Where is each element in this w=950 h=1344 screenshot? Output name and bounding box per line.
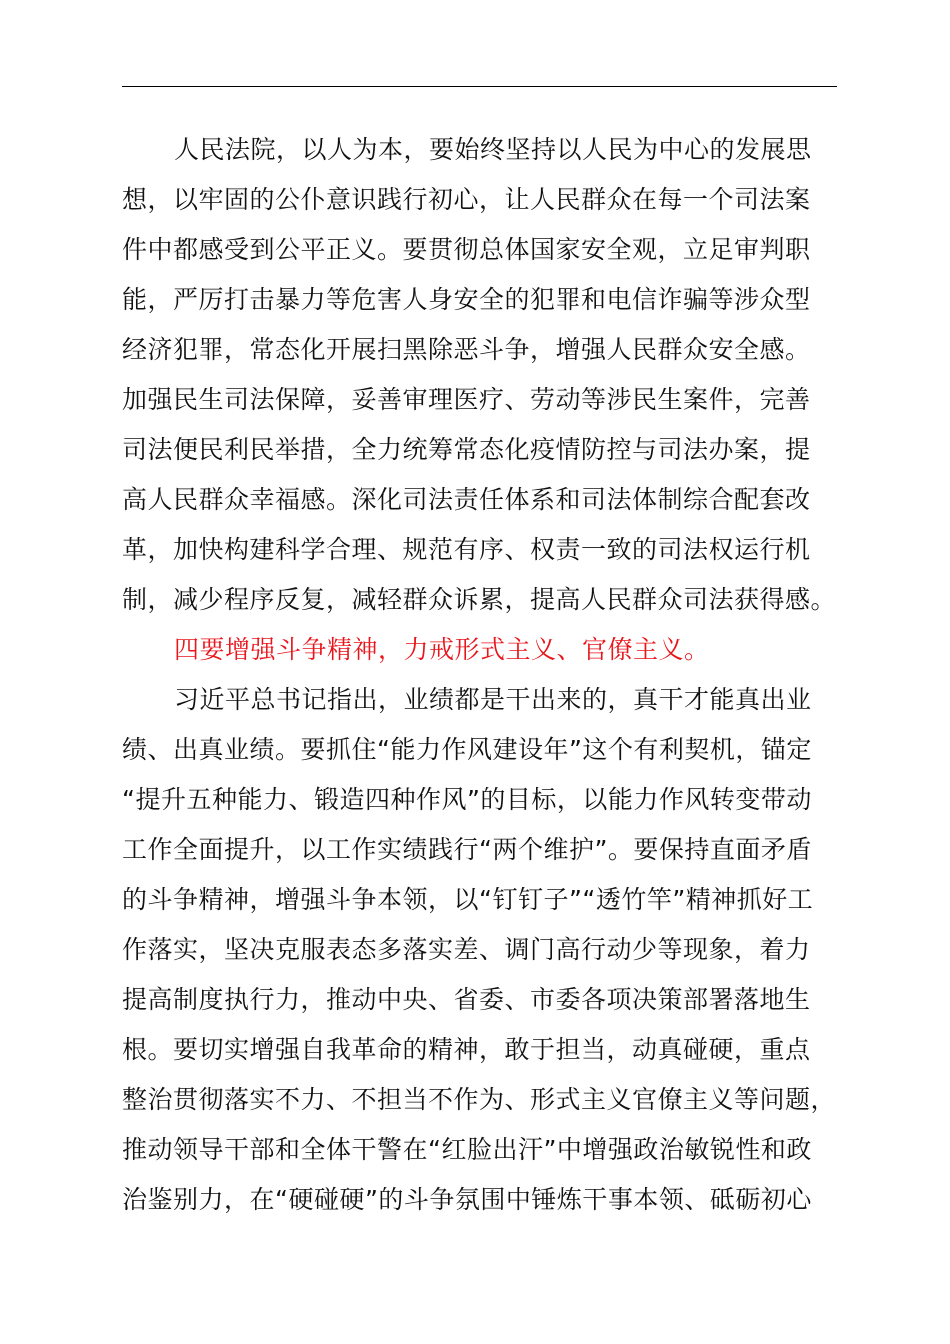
section-heading-4: 四要增强斗争精神，力戒形式主义、官僚主义。 [174,635,710,664]
text-line: 想，以牢固的公仆意识践行初心，让人民群众在每一个司法案 [122,185,811,214]
text-line: 加强民生司法保障，妥善审理医疗、劳动等涉民生案件，完善 [122,385,811,414]
text-line: 革，加快构建科学合理、规范有序、权责一致的司法权运行机 [122,535,811,564]
text-line: 根。要切实增强自我革命的精神，敢于担当，动真碰硬，重点 [122,1035,811,1064]
document-body [122,125,842,1225]
text-line: 高人民群众幸福感。深化司法责任体系和司法体制综合配套改 [122,485,811,514]
text-line: 习近平总书记指出，业绩都是干出来的，真干才能真出业 [174,685,812,714]
text-line: 经济犯罪，常态化开展扫黑除恶斗争，增强人民群众安全感。 [122,335,811,364]
text-line: 件中都感受到公平正义。要贯彻总体国家安全观，立足审判职 [122,235,811,264]
text-line: 司法便民利民举措，全力统筹常态化疫情防控与司法办案，提 [122,435,811,464]
text-line: 提高制度执行力，推动中央、省委、市委各项决策部署落地生 [122,985,811,1014]
header-rule [122,86,837,87]
paragraph-struggle-spirit [122,675,842,1225]
text-line: 推动领导干部和全体干警在“红脸出汗”中增强政治敏锐性和政 [122,1135,812,1164]
text-line: 人民法院，以人为本，要始终坚持以人民为中心的发展思 [174,135,812,164]
text-line: 制，减少程序反复，减轻群众诉累，提高人民群众司法获得感。 [122,585,837,614]
paragraph-court-people-centered [122,125,842,625]
text-line: “提升五种能力、锻造四种作风”的目标，以能力作风转变带动 [122,785,812,814]
text-line: 作落实，坚决克服表态多落实差、调门高行动少等现象，着力 [122,935,811,964]
text-line: 的斗争精神，增强斗争本领，以“钉钉子”“透竹竿”精神抓好工 [122,885,814,914]
text-line: 治鉴别力，在“硬碰硬”的斗争氛围中锤炼干事本领、砥砺初心 [122,1185,812,1214]
text-line: 整治贯彻落实不力、不担当不作为、形式主义官僚主义等问题， [122,1085,837,1114]
text-line: 工作全面提升，以工作实绩践行“两个维护”。要保持直面矛盾 [122,835,812,864]
text-line: 绩、出真业绩。要抓住“能力作风建设年”这个有利契机，锚定 [122,735,812,764]
text-line: 能，严厉打击暴力等危害人身安全的犯罪和电信诈骗等涉众型 [122,285,811,314]
